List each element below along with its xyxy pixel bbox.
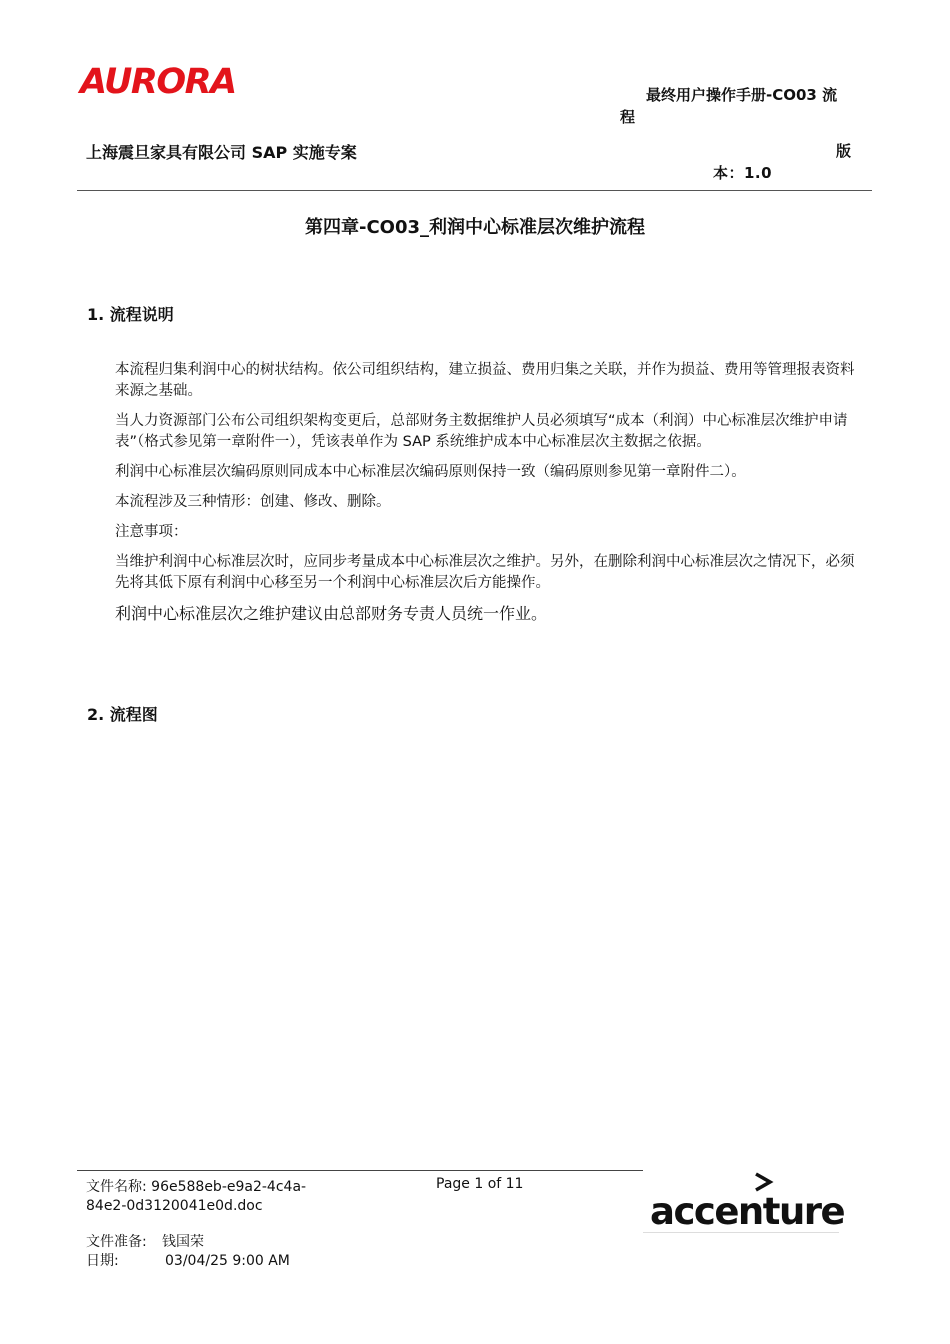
- paragraph: 当人力资源部门公布公司组织架构变更后，总部财务主数据维护人员必须填写“成本（利润）中心标准层次维护申请表”（格式参见第一章附件一），凭该表单作为 SAP 系统维护成本中心标准层次主数据之依据。: [115, 413, 848, 450]
- paragraph: 本流程涉及三种情形：创建、修改、删除。: [115, 494, 391, 510]
- company-name: 上海震旦家具有限公司 SAP 实施专案: [86, 143, 357, 162]
- file-name-value: 96e588eb-e9a2-4c4a-84e2-0d3120041e0d.doc: [86, 1179, 307, 1214]
- logo-underline: [643, 1232, 839, 1233]
- footer-divider: [77, 1170, 643, 1171]
- chapter-title: 第四章-CO03_利润中心标准层次维护流程: [304, 217, 646, 238]
- header-divider: [77, 190, 872, 191]
- paragraph: 当维护利润中心标准层次时，应同步考量成本中心标准层次之维护。另外，在删除利润中心标准层次之情况下，必须先将其低下原有利润中心移至另一个利润中心标准层次后方能操作。: [115, 554, 855, 591]
- accenture-chevron-icon: [756, 1174, 770, 1190]
- paragraph: 注意事项：: [115, 524, 188, 540]
- page-number: Page 1 of 11: [436, 1176, 524, 1192]
- paragraph: 利润中心标准层次之维护建议由总部财务专责人员统一作业。: [115, 604, 548, 623]
- section-heading-process-description: 1. 流程说明: [87, 305, 174, 324]
- prepared-by-value: 钱国荣: [162, 1234, 204, 1250]
- date-value: 03/04/25 9:00 AM: [165, 1253, 290, 1269]
- file-name-label: 文件名称:: [86, 1179, 147, 1195]
- manual-title-line2: 程: [620, 108, 636, 126]
- aurora-logo-text: AURORA: [80, 62, 236, 102]
- manual-title: [620, 84, 852, 128]
- prepared-by-label: 文件准备:: [86, 1234, 147, 1250]
- aurora-logo: [80, 62, 236, 102]
- paragraph: 利润中心标准层次编码原则同成本中心标准层次编码原则保持一致（编码原则参见第一章附件二）。: [115, 464, 746, 480]
- process-description-body: [115, 360, 867, 634]
- footer-file-name: [86, 1178, 346, 1216]
- paragraph: 本流程归集利润中心的树状结构。依公司组织结构，建立损益、费用归集之关联，并作为损益、费用等管理报表资料来源之基础。: [115, 362, 855, 399]
- section-heading-flowchart: 2. 流程图: [87, 705, 158, 724]
- accenture-logo-text: accenture: [650, 1190, 845, 1233]
- date-label: 日期:: [86, 1253, 119, 1269]
- footer-date: [86, 1252, 290, 1271]
- accenture-logo: [648, 1170, 845, 1234]
- version-number: 本：1.0: [713, 164, 773, 182]
- manual-title-line1: 最终用户操作手册-CO03 流: [646, 86, 838, 104]
- version-label: 版: [836, 142, 852, 160]
- footer-prepared-by: [86, 1233, 204, 1252]
